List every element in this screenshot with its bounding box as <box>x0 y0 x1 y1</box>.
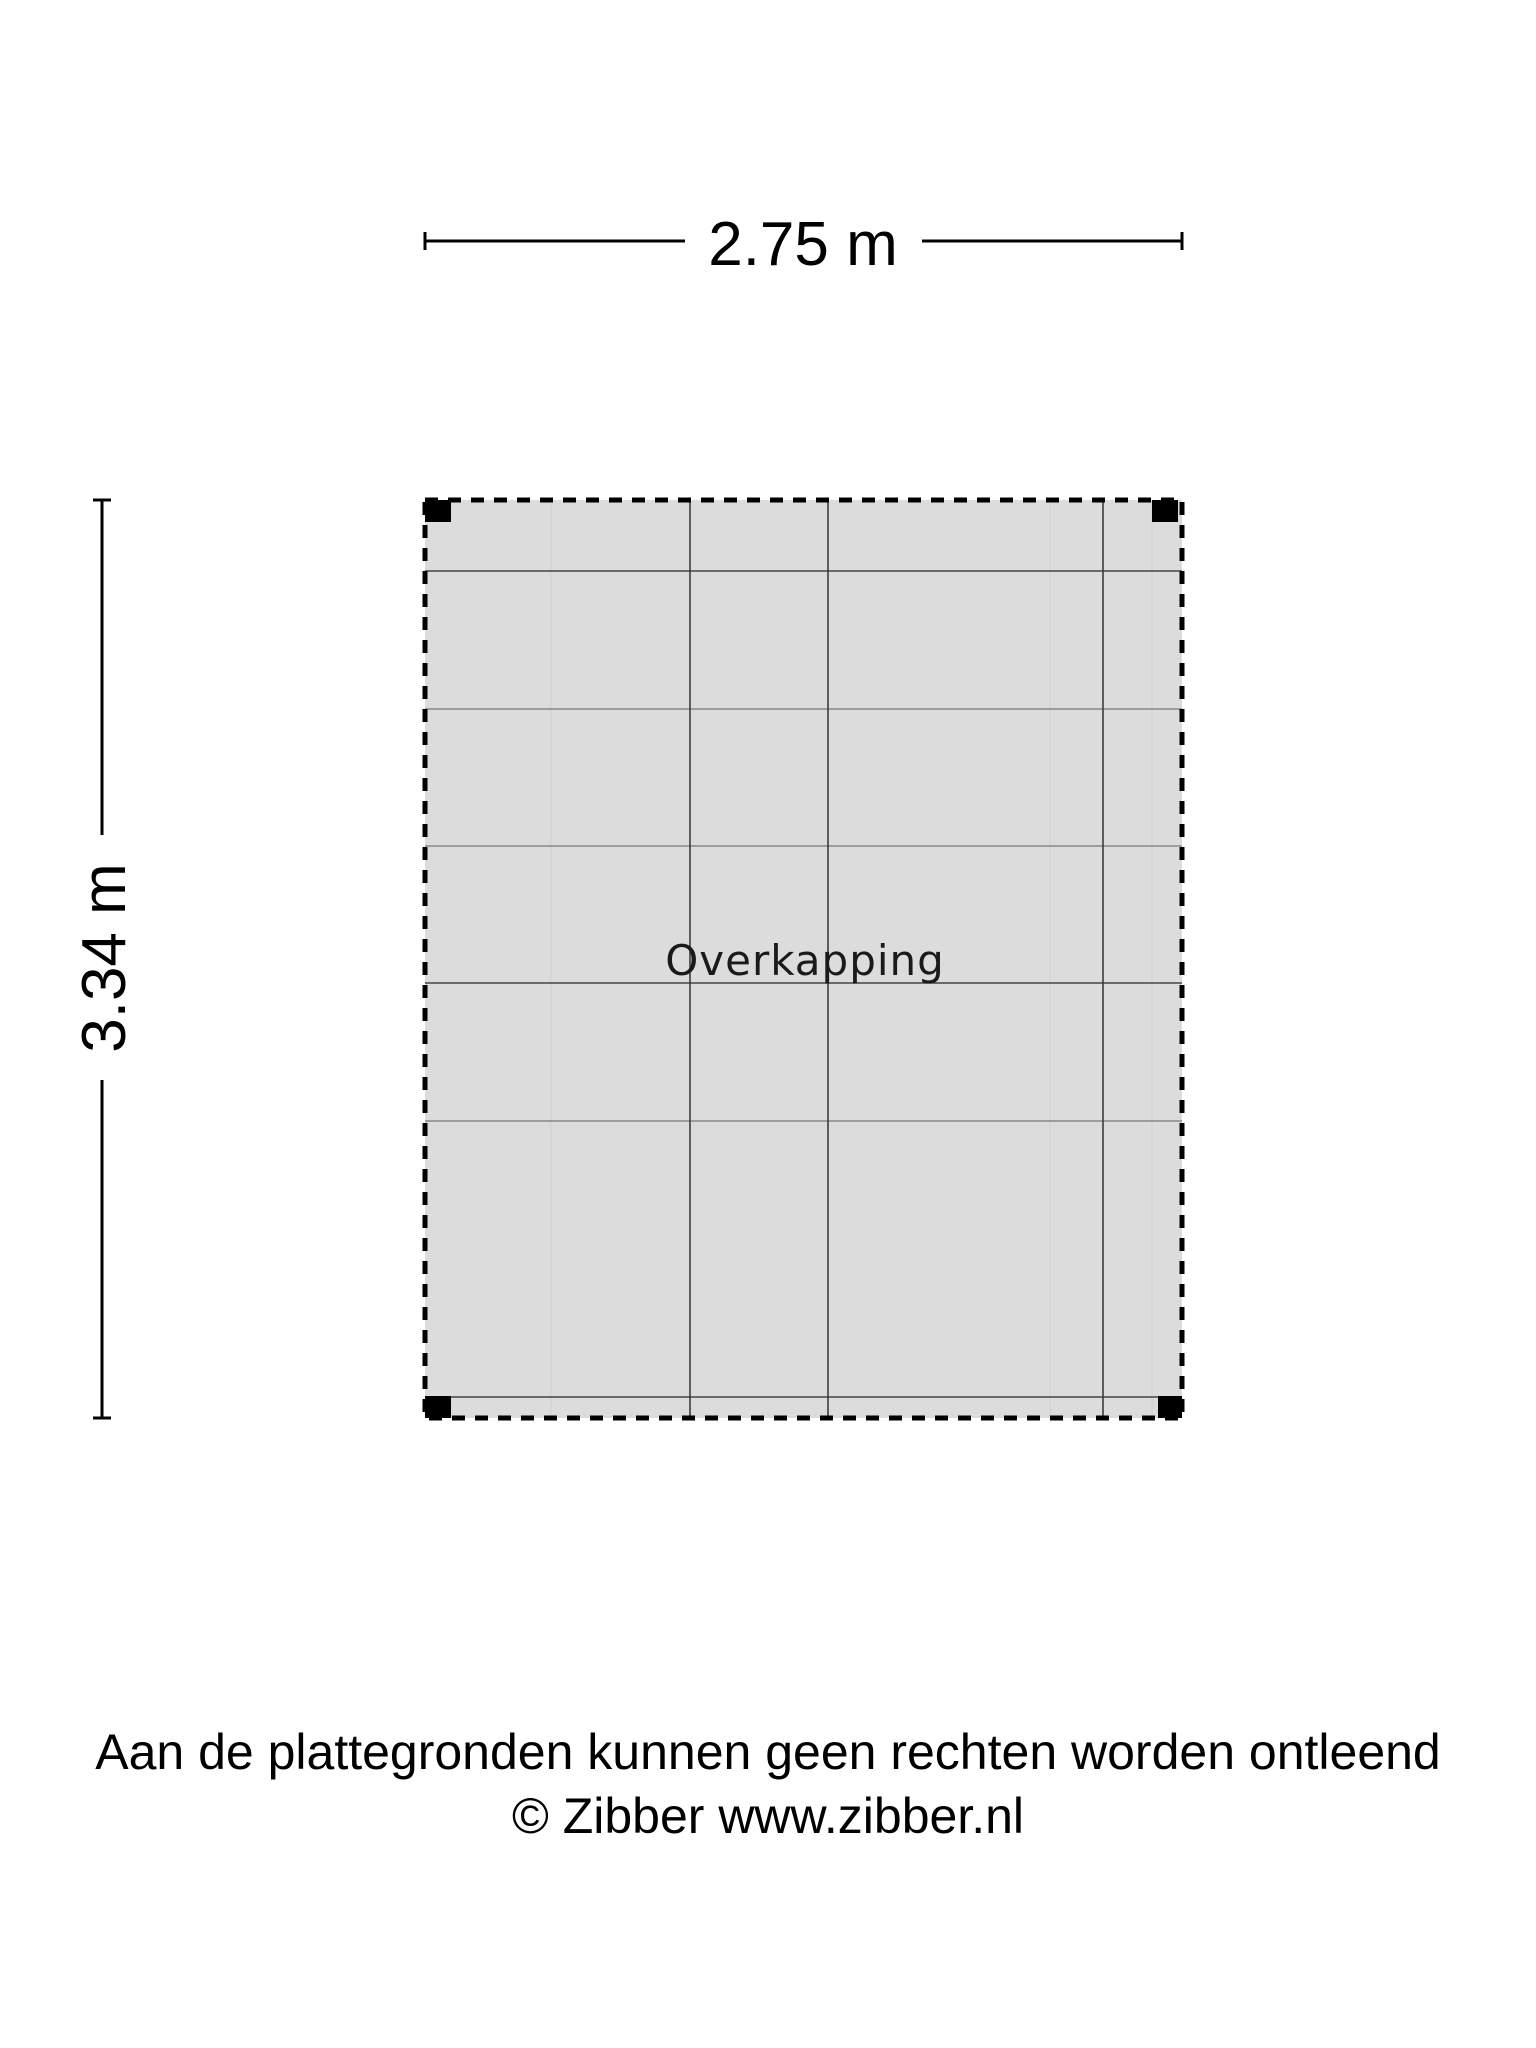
room-label: Overkapping <box>665 936 945 985</box>
corner-post-top-right <box>1152 500 1178 522</box>
copyright-text: © Zibber www.zibber.nl <box>511 1788 1025 1844</box>
disclaimer-text: Aan de plattegronden kunnen geen rechten worden ontleend <box>95 1724 1441 1780</box>
height-dimension-label: 3.34 m <box>70 863 139 1053</box>
room-overkapping <box>425 500 1182 1418</box>
width-dimension-label: 2.75 m <box>708 210 898 279</box>
height-dimension <box>70 500 139 1418</box>
width-dimension <box>425 210 1182 279</box>
corner-post-top-left <box>425 500 451 522</box>
corner-post-bottom-right <box>1158 1396 1182 1418</box>
corner-post-bottom-left <box>425 1396 451 1418</box>
